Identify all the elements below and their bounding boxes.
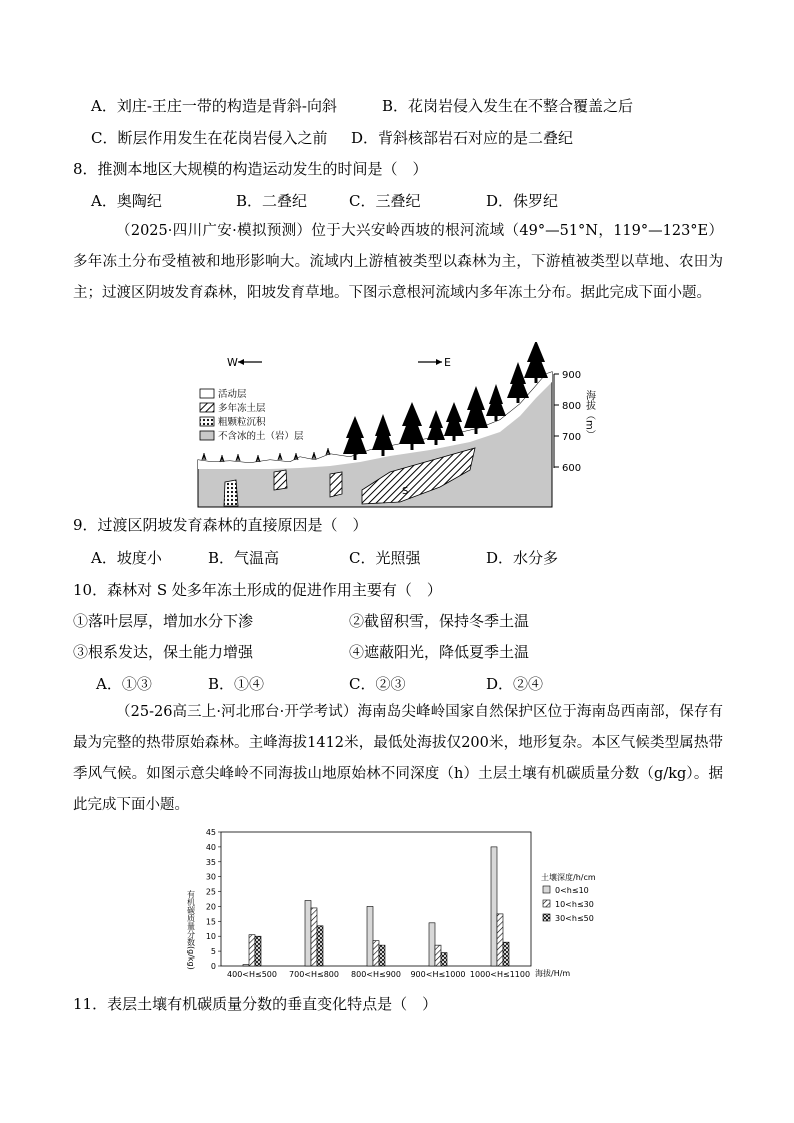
bar-2 bbox=[373, 941, 379, 966]
bar-3 bbox=[379, 945, 385, 966]
q8-option-c: C．三叠纪 bbox=[349, 192, 421, 210]
q10-statement-2: ②截留积雪，保持冬季土温 bbox=[349, 612, 530, 630]
chart-xlabel: 海拔/H/m bbox=[535, 969, 571, 978]
legend-permafrost: 多年冻土层 bbox=[218, 403, 266, 414]
legend-series-1: 0<h≤10 bbox=[555, 886, 589, 895]
q8-option-a: A．奥陶纪 bbox=[91, 192, 162, 210]
q10-stem: 10．森林对 S 处多年冻土形成的促进作用主要有（ ） bbox=[73, 581, 442, 599]
q10-option-a: A．①③ bbox=[96, 675, 152, 693]
fig1-elevation-axis bbox=[554, 370, 596, 474]
bar-2 bbox=[497, 914, 503, 966]
bar-3 bbox=[503, 942, 509, 966]
x-category-label: 800<H≤900 bbox=[351, 970, 401, 979]
y-tick-label: 5 bbox=[210, 947, 216, 957]
q9-stem: 9．过渡区阴坡发育森林的直接原因是（ ） bbox=[73, 516, 368, 534]
x-category-label: 1000<H≤1100 bbox=[469, 970, 531, 979]
y-tick-label: 20 bbox=[205, 902, 216, 912]
permafrost-patch-2 bbox=[330, 472, 342, 497]
q8-option-d: D．侏罗纪 bbox=[486, 192, 559, 210]
q8-stem: 8．推测本地区大规模的构造运动发生的时间是（ ） bbox=[73, 160, 428, 178]
x-category-label: 400<H≤500 bbox=[227, 970, 277, 979]
fig1-ylabel: 海拔（m） bbox=[583, 390, 595, 440]
y-tick-label: 40 bbox=[205, 842, 216, 852]
bar-3 bbox=[441, 953, 447, 966]
legend-title: 土壤深度/h/cm bbox=[541, 873, 596, 882]
fig1-ytick: 900 bbox=[562, 370, 582, 381]
q10-statement-4: ④遮蔽阳光，降低夏季土温 bbox=[349, 643, 530, 661]
q8-option-b: B．二叠纪 bbox=[236, 192, 308, 210]
legend-series-3: 30<h≤50 bbox=[555, 914, 594, 923]
soil-organic-carbon-bar-chart bbox=[185, 826, 605, 986]
y-tick-label: 25 bbox=[205, 887, 216, 897]
bar-3 bbox=[317, 926, 323, 966]
legend-ice-free-layer: 不含冰的土（岩）层 bbox=[218, 431, 304, 442]
bar-1 bbox=[367, 906, 373, 966]
passage-jianfengling: （25-26高三上·河北邢台·开学考试）海南岛尖峰岭国家自然保护区位于海南岛西南部，保存有最为完整的热带原始森林。主峰海拔1412米，最低处海拔仅200米，地形复杂。本区气候类型属热带季风气候。如图示意尖峰岭不同海拔山地原始林不同深度（h）土层土壤有机碳质量分数（g/kg）。据此完成下面小题。 bbox=[73, 704, 723, 813]
legend-active-layer: 活动层 bbox=[218, 389, 247, 400]
q7-option-a: A．刘庄-王庄一带的构造是背斜-向斜 bbox=[91, 97, 337, 115]
bar-2 bbox=[435, 945, 441, 966]
x-category-label: 900<H≤1000 bbox=[410, 970, 466, 979]
y-tick-label: 15 bbox=[205, 917, 216, 927]
bar-1 bbox=[305, 900, 311, 966]
q9-option-d: D．水分多 bbox=[486, 549, 559, 567]
passage-genhe: （2025·四川广安·模拟预测）位于大兴安岭西坡的根河流域（49°—51°N，119°—123°E）多年冻土分布受植被和地形影响大。流域内上游植被类型以森林为主，下游植被类型以草地、农田为主；过渡区阴坡发育森林，阳坡发育草地。下图示意根河流域内多年冻土分布。据此完成下面小题。 bbox=[73, 223, 723, 301]
q10-option-c: C．②③ bbox=[349, 675, 406, 693]
fig1-legend bbox=[200, 388, 304, 442]
permafrost-cross-section-figure bbox=[190, 342, 600, 510]
q7-option-c: C．断层作用发生在花岗岩侵入之前 bbox=[91, 129, 328, 147]
q10-statement-3: ③根系发达，保土能力增强 bbox=[73, 643, 254, 661]
s-label: S bbox=[402, 486, 409, 497]
q9-option-b: B．气温高 bbox=[208, 549, 280, 567]
q9-option-c: C．光照强 bbox=[349, 549, 421, 567]
bar-1 bbox=[491, 847, 497, 966]
bar-3 bbox=[255, 936, 261, 966]
legend-coarse-sediment: 粗颗粒沉积 bbox=[218, 417, 266, 428]
q10-statement-1: ①落叶层厚，增加水分下渗 bbox=[73, 612, 254, 630]
q9-option-a: A．坡度小 bbox=[91, 549, 162, 567]
y-tick-label: 45 bbox=[205, 828, 216, 837]
permafrost-patch-1 bbox=[274, 470, 287, 490]
y-tick-label: 10 bbox=[205, 932, 216, 942]
east-arrow bbox=[418, 359, 442, 365]
bar-2 bbox=[311, 908, 317, 966]
y-tick-label: 35 bbox=[205, 857, 216, 867]
chart-ylabel: 有机碳质量分数(g/kg) bbox=[186, 890, 196, 970]
legend-series-2: 10<h≤30 bbox=[555, 900, 594, 909]
x-category-label: 700<H≤800 bbox=[289, 970, 339, 979]
coarse-sediment-patch bbox=[224, 480, 238, 506]
bar-1 bbox=[243, 965, 249, 966]
fig1-ytick: 800 bbox=[562, 401, 582, 412]
bar-2 bbox=[249, 935, 255, 966]
y-tick-label: 30 bbox=[205, 872, 216, 882]
q10-option-b: B．①④ bbox=[208, 675, 265, 693]
q7-option-d: D．背斜核部岩石对应的是二叠纪 bbox=[351, 129, 574, 147]
bar-1 bbox=[429, 923, 435, 966]
west-label: W bbox=[227, 356, 238, 369]
west-arrow bbox=[238, 359, 262, 365]
q11-stem: 11．表层土壤有机碳质量分数的垂直变化特点是（ ） bbox=[73, 995, 438, 1013]
fig1-ytick: 700 bbox=[562, 432, 582, 443]
y-tick-label: 0 bbox=[210, 962, 216, 971]
fig1-ytick: 600 bbox=[562, 463, 582, 474]
q7-option-b: B．花岗岩侵入发生在不整合覆盖之后 bbox=[382, 97, 634, 115]
chart-legend bbox=[541, 872, 596, 923]
q10-option-d: D．②④ bbox=[486, 675, 544, 693]
east-label: E bbox=[444, 356, 451, 369]
